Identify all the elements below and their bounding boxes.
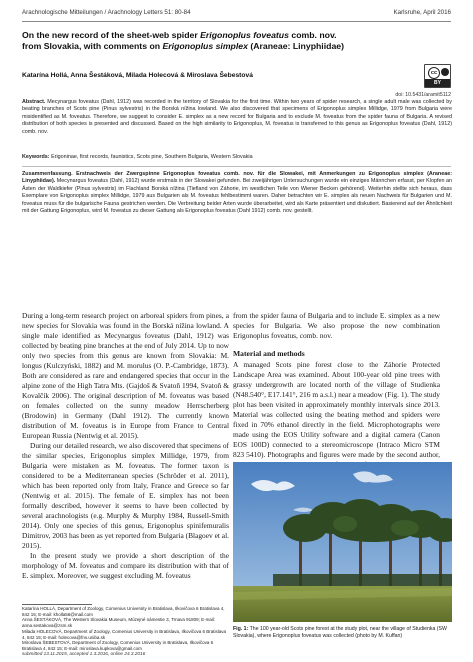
figure-1-photo xyxy=(233,462,452,622)
intro-paragraph-3: In the present study we provide a short description of the morphology of M. foveatus and compare its distribution with that of E. simplex. Moreover, we suggest excluding M. foveatus xyxy=(22,551,229,580)
title-line-1: On the new record of the sheet-web spider Erigonoplus foveatus comb. nov. xyxy=(22,30,337,40)
submission-dates: submitted 13.11.2015, accepted 1.3.2016, online 24.3.2016 xyxy=(22,651,146,656)
zusammenfassung xyxy=(22,171,452,215)
body-column-right xyxy=(233,311,440,480)
abstract-label: Abstract. xyxy=(22,99,46,105)
methods-paragraph: A managed Scots pine forest close to the Záhorie Protected Landscape Area was examined. About 100-year old pine trees with grassy undergrowth are located north of the village of Studienka (N48.540°, E17.141°, 216 m a.s.l.) near a meadow (Fig. 1). The study plot has been visited in approximately monthly intervals since 2013. Material was collected using the beating method and spiders were fixed in 70% ethanol directly in the field. Microphotographs were made using the EOS Utility software and a digital camera (Canon EOS 100D) connected to a stereomicroscope (Intraco Micro STM 823 5410). Photographs and figures were made by the second author, xyxy=(233,360,440,459)
intro-paragraph-continued: from the spider fauna of Bulgaria and to include E. simplex as a new species for Bulgaria. We also propose the new combination Erigonoplus foveatus, comb. nov. xyxy=(233,311,440,340)
zusammenfassung-label: Zusammenfassung. Erstnachweis der Zwergspinne Erigonoplus foveatus comb. nov. für die Slowakei, mit Anmerkungen zu Erigonoplus simplex (Araneae: Linyphiidae). xyxy=(22,171,452,185)
body-column-left xyxy=(22,311,229,581)
title-line-2: from Slovakia, with comments on Erigonoplus simplex (Araneae: Linyphiidae) xyxy=(22,41,345,51)
pine-forest-photo xyxy=(233,462,452,622)
intro-paragraph-1: During a long-term research project on arboreal spiders from pines, a new species for Slovakia was found in the Borská nížina lowland. A single male identified as Mecynargus foveatus (Dahl, 1912) was collected by beating pine branches at the end of July 2014. Up to now only two species from this genus are known from Slovakia: M. longus (Kulczyński, 1882) and M. morulus (O. P.-Cambridge, 1873). Both are considered as rare and endangered species that occur in the alpine zone of the High Tatra Mts. (Gajdoš & Svatoň 1994, Svatoň & Kovalčík 2006). The original description of M. foveatus was based on females collected on the sunny meadow Herrscherberg (Brodowin) in Germany (Dahl 1912). The currently known distribution of M. foveatus is in Europe from France to Central European Russia (Nentwig et al. 2015). xyxy=(22,311,229,440)
location-date: Karlsruhe, April 2016 xyxy=(393,9,451,16)
author-list: Katarína Hollá, Anna Šestáková, Milada Holecová & Miroslava Šebestová xyxy=(22,72,253,79)
figure-label: Fig. 1: xyxy=(233,626,249,632)
affiliation-rule xyxy=(22,604,92,605)
section-divider xyxy=(22,166,451,167)
header-rule xyxy=(22,21,451,22)
license-by-label: BY xyxy=(425,79,450,87)
figure-1-caption xyxy=(233,626,452,639)
affiliation-entry: Milada HOLECOVÁ, Department of Zoology, Comenius University in Bratislava, Ilkovičova 6 Bratislava 4, 842 15; E-mail: holecova@fns.uniba.sk xyxy=(22,628,226,640)
attribution-person-icon xyxy=(441,68,449,76)
journal-citation: Arachnologische Mitteilungen / Arachnology Letters 51: 80-84 xyxy=(22,9,191,16)
abstract xyxy=(22,99,452,136)
intro-paragraph-2: During our detailed research, we also discovered that specimens of the similar species, Erigonoplus simplex Millidge, 1979, from Bulgaria were mistaken as M. foveatus. The former taxon is considered to be a Mediterranean species (Schröder et al. 2011), which has been reported only from Italy, France and Greece so far (Nentwig et al. 2015). The female of E. simplex has not been formally described, however it seems to have been collected by several arachnologists (e.g. Murphy & Murphy 1984, Russell-Smith 2014). Only one species of this genus, Erigonoplus spinifemuralis Dimitrov, 2003 has been as yet reported from Bulgaria (Blagoev et al. 2015). xyxy=(22,441,229,550)
doi-link[interactable]: doi: 10.5431/aramit5112 xyxy=(395,92,451,98)
affiliation-entry: Miroslava ŠEBESTOVÁ, Department of Zoology, Comenius University in Bratislava, Ilkovičova 6 Bratislava 4, 842 15; E-mail: miroslava.kupkova@gmail.com xyxy=(22,640,214,651)
abstract-text: Mecynargus foveatus (Dahl, 1912) was recorded in the territory of Slovakia for the first time. Within two years of spider research, a single adult male was collected by beating branches of Scots pine (Pinus sylvestris) in the Borská nížina lowland. We also discovered that specimens of Erigonoplus simplex Millidge, 1979 from Bulgaria were misidentified as M. foveatus. Therefore, we suggest to consider E. simplex as a new record for Bulgaria and to exclude M. foveatus from the spider fauna of Bulgaria. A revised distribution of both species is presented and discussed. Based on the high similarity to Erigonoplus, M. foveatus is transferred to this genus as Erigonoplus foveatus (Dahl, 1912) comb. nov. xyxy=(22,99,452,135)
cc-icon: cc xyxy=(428,67,440,79)
keywords-text: Erigoninae, first records, faunistics, Scots pine, Southern Bulgaria, Western Slovakia xyxy=(51,154,253,160)
figure-caption-text: The 100 year-old Scots pine forest at the study plot, near the village of Studienka (SW Slovakia), where Erigonoplus foveatus was collected (photo by M. Kuffan) xyxy=(233,626,447,639)
affiliation-entry: Anna ŠESTÁKOVÁ, The Western Slovakia Museum, Múzejné námestie 3, Trnava 91809; E-mail: anna.sestakova@zsm.sk xyxy=(22,617,216,629)
zusammenfassung-text: Mecynargus foveatus (Dahl, 1912) wurde erstmals in der Slowakei gefunden. Bei zweijährigen Untersuchungen wurde ein einziges Männchen erfasst, per Klopfen an Ästen der Waldkiefer (Pinus sylvestris) im Flachland Borská nížina (Tiefland von Záhorie, im westlichen Teile von Wiener Becken gehörend). Weiterhin stellte sich heraus, dass Exemplare von Erigonoplus simplex Millidge, 1979 aus Bulgarien als M. foveatus fehlbestimmt waren. Daher betrachten wir E. simplex als neuen Nachweis für Bulgarien und M. foveatus muss für die bulgarische Fauna gestrichen werden. Die Verbreitung beider Arten wurde überarbeitet, wird als Karte präsentiert und diskutiert. Basierend auf der Ähnlichkeit mit der Gattung Erigonoplus, wird M. foveatus zu dieser Gattung als Erigonoplus foveatus (Dahl 1912) comb. nov. gestellt. xyxy=(22,178,452,215)
methods-heading: Material and methods xyxy=(233,349,305,358)
affiliation-entry: Katarína HOLLÁ, Department of Zoology, Comenius University in Bratislava, Ilkovičova 6 Bratislava 4, 842 15; E-mail: kholla56@mail.com xyxy=(22,606,225,617)
keywords-label: Keywords: xyxy=(22,154,50,160)
cc-by-license-badge[interactable] xyxy=(424,64,451,88)
article-title xyxy=(22,30,452,52)
keywords xyxy=(22,154,452,160)
author-affiliations xyxy=(22,606,229,652)
running-header xyxy=(22,9,451,21)
